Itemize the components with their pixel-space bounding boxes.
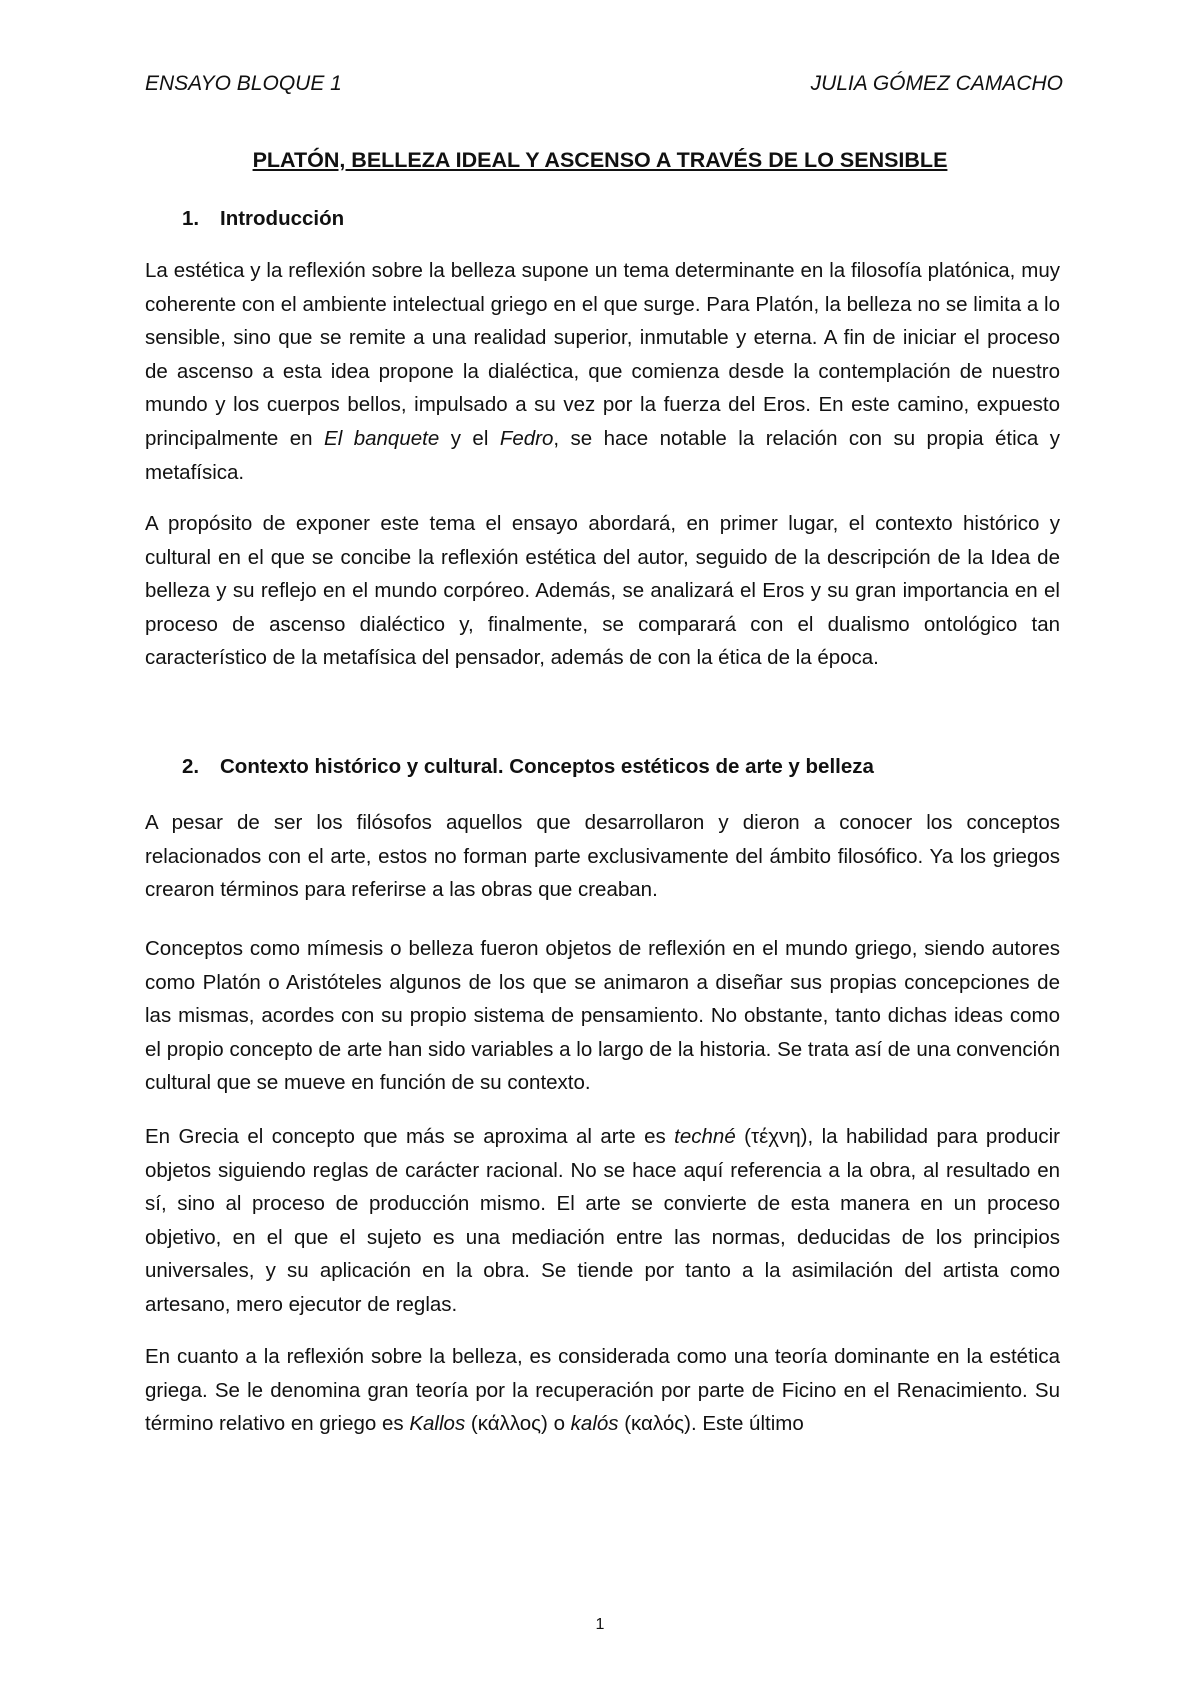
term-kalos: kalós	[570, 1412, 619, 1436]
section-2-paragraph-4	[145, 1340, 1060, 1441]
text-run: (καλός). Este último	[618, 1412, 804, 1436]
section-1-paragraph-1	[145, 254, 1060, 489]
section-1-heading	[182, 207, 344, 231]
text-run: (τέχνη), la habilidad para producir objetos siguiendo reglas de carácter racional. No se hace aquí referencia a la obra, al resultado en sí, sino al proceso de producción mismo. El arte se convierte de esta manera en un proceso objetivo, en el que el sujeto es una mediación entre las normas, deducidas de los principios universales, y su aplicación en la obra. Se tiende por tanto a la asimilación del artista como artesano, mero ejecutor de reglas.	[145, 1125, 1060, 1316]
page-header	[145, 72, 1063, 96]
section-1-number: 1.	[182, 207, 200, 230]
text-run: y el	[439, 426, 500, 450]
text-run: , se hace notable la relación con su propia ética y metafísica.	[145, 426, 1061, 484]
section-2-paragraph-1: A pesar de ser los filósofos aquellos que desarrollaron y dieron a conocer los conceptos relacionados con el arte, estos no forman parte exclusivamente del ámbito filosófico. Ya los griegos crearon términos para referirse a las obras que creaban.	[145, 811, 1060, 902]
book-title-fedro: Fedro	[499, 426, 554, 450]
term-kallos: Kallos	[409, 1412, 466, 1436]
header-author-name: JULIA GÓMEZ CAMACHO	[810, 72, 1063, 95]
section-1-paragraph-2: A propósito de exponer este tema el ensayo abordará, en primer lugar, el contexto histórico y cultural en el que se concibe la reflexión estética del autor, seguido de la descripción de la Idea de belleza y su reflejo en el mundo corpóreo. Además, se analizará el Eros y su gran importancia en el proceso de ascenso dialéctico y, finalmente, se comparará con el dualismo ontológico tan característico de la metafísica del pensador, además de con la ética de la época.	[145, 512, 1060, 670]
section-1-title: Introducción	[220, 207, 345, 230]
text-run: (κάλλος) o	[465, 1412, 571, 1436]
text-run: En Grecia el concepto que más se aproxima al arte es	[145, 1125, 675, 1148]
term-techne: techné	[674, 1125, 736, 1148]
section-2-number: 2.	[182, 755, 200, 778]
text-run: La estética y la reflexión sobre la belleza supone un tema determinante en la filosofía platónica, muy coherente con el ambiente intelectual griego en el que surge. Para Platón, la belleza no se limita a lo sensible, sino que se remite a una realidad superior, inmutable y eterna. A fin de iniciar el proceso de ascenso a esta idea propone la dialéctica, que comienza desde la contemplación de nuestro mundo y los cuerpos bellos, impulsado a su vez por la fuerza del Eros. En este camino, expuesto principalmente en	[145, 259, 1060, 450]
section-2-heading	[182, 755, 874, 779]
section-2-title: Contexto histórico y cultural. Conceptos estéticos de arte y belleza	[220, 755, 874, 778]
section-2-paragraph-3	[145, 1120, 1060, 1322]
section-2-paragraph-2: Conceptos como mímesis o belleza fueron objetos de reflexión en el mundo griego, siendo autores como Platón o Aristóteles algunos de los que se animaron a diseñar sus propias concepciones de las mismas, acordes con su propio sistema de pensamiento. No obstante, tanto dichas ideas como el propio concepto de arte han sido variables a lo largo de la historia. Se trata así de una convención cultural que se mueve en función de su contexto.	[145, 937, 1060, 1095]
book-title-el-banquete: El banquete	[324, 426, 440, 450]
header-left-label: ENSAYO BLOQUE 1	[145, 72, 342, 95]
page-number: 1	[595, 1616, 605, 1633]
document-title: PLATÓN, BELLEZA IDEAL Y ASCENSO A TRAVÉS DE LO SENSIBLE	[252, 148, 948, 172]
text-run: En cuanto a la reflexión sobre la belleza, es considerada como una teoría dominante en la estética griega. Se le denomina gran teoría por la recuperación por parte de Ficino en el Renacimiento. Su término relativo en griego es	[145, 1345, 1060, 1436]
